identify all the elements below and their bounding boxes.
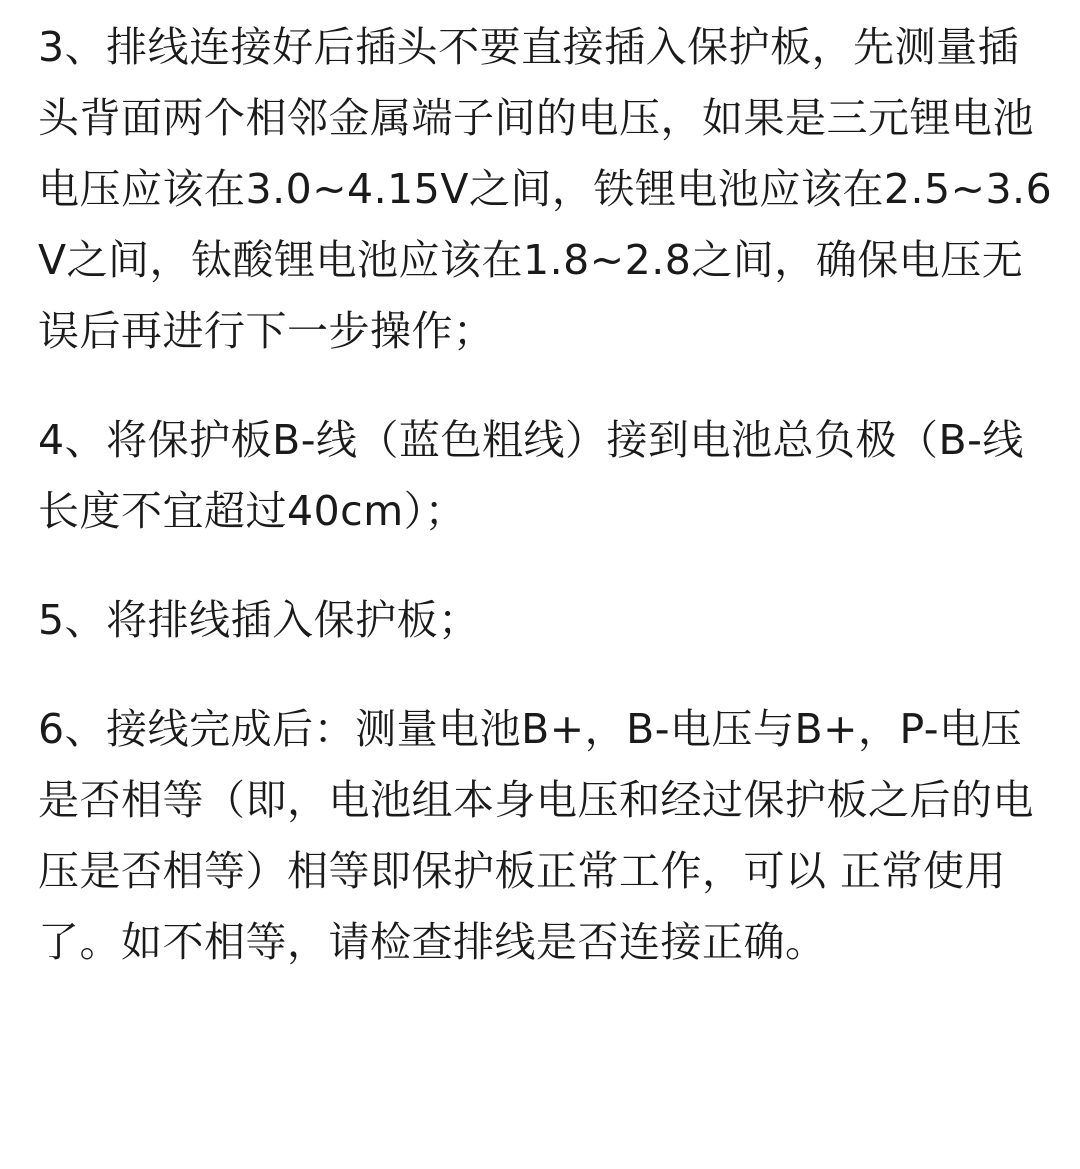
step-4-paragraph: 4、将保护板B-线（蓝色粗线）接到电池总负极（B-线长度不宜超过40cm）； [38,416,1024,535]
step-6-paragraph: 6、接线完成后：测量电池B+，B-电压与B+，P-电压是否相等（即，电池组本身电压和经过保护板之后的电压是否相等）相等即保护板正常工作，可以 正常使用了。如不相等，请检查排线是否连接正确。 [38,705,1034,966]
instruction-document [38,12,1058,978]
step-3-paragraph: 3、排线连接好后插头不要直接插入保护板，先测量插头背面两个相邻金属端子间的电压，如果是三元锂电池电压应该在3.0~4.15V之间，铁锂电池应该在2.5~3.6V之间，钛酸锂电池应该在1.8~2.8之间，确保电压无误后再进行下一步操作； [38,23,1053,355]
step-5-paragraph: 5、将排线插入保护板； [38,596,480,644]
